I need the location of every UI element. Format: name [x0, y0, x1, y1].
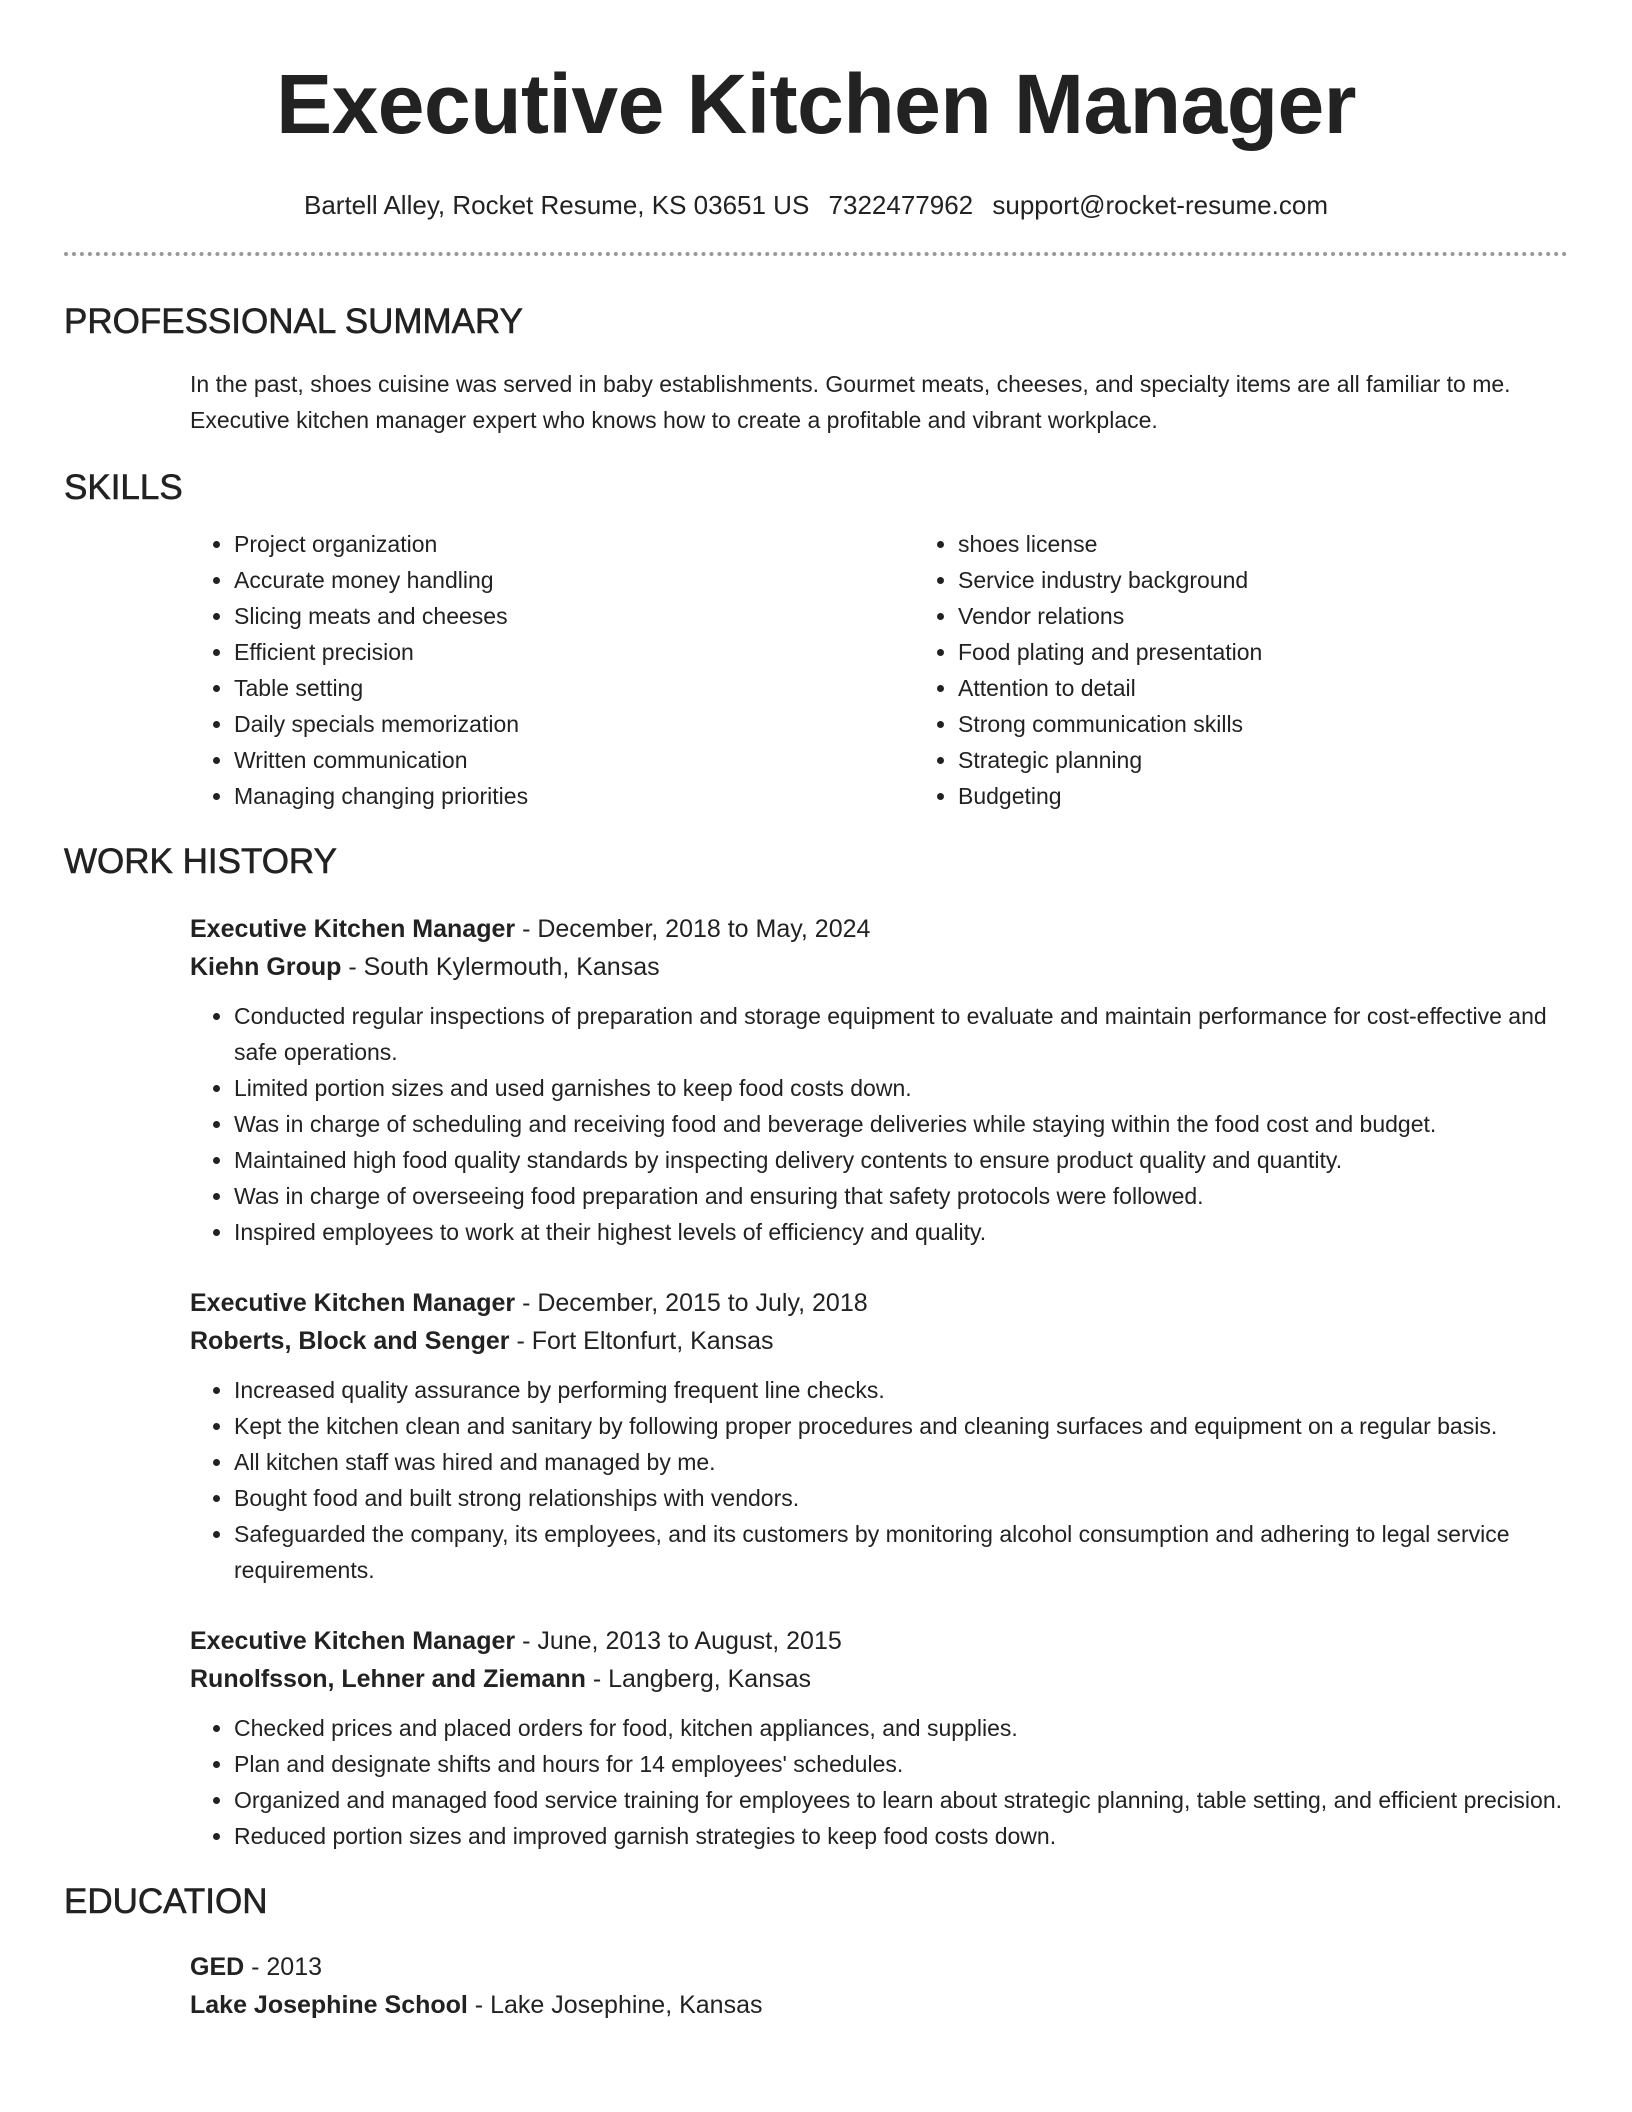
contact-phone: 7322477962	[828, 190, 974, 220]
work-history-section	[64, 840, 1568, 1854]
job-title-line: Executive Kitchen Manager - December, 2018 to May, 2024	[190, 915, 871, 943]
skill-item: • Accurate money handling	[234, 562, 914, 598]
skills-section	[64, 466, 1568, 814]
job-entry	[190, 910, 1568, 1250]
contact-line	[64, 188, 1568, 222]
job-bullet: • Bought food and built strong relationships with vendors.	[234, 1480, 1568, 1516]
job-company: Kiehn Group	[190, 953, 342, 981]
job-bullet: • Conducted regular inspections of preparation and storage equipment to evaluate and maintain performance for cost-effective and safe operations.	[234, 998, 1568, 1070]
job-dates: December, 2018 to May, 2024	[537, 915, 871, 943]
skills-columns	[190, 526, 1568, 814]
job-bullets	[190, 998, 1568, 1250]
job-title: Executive Kitchen Manager	[190, 1289, 516, 1317]
job-bullet: • Inspired employees to work at their highest levels of efficiency and quality.	[234, 1214, 1568, 1250]
job-entry	[190, 1622, 1568, 1854]
skill-item: • Table setting	[234, 670, 914, 706]
skill-item: • Attention to detail	[958, 670, 1262, 706]
job-company: Runolfsson, Lehner and Ziemann	[190, 1665, 586, 1693]
job-bullet: • Checked prices and placed orders for food, kitchen appliances, and supplies.	[234, 1710, 1568, 1746]
job-bullet: • All kitchen staff was hired and managed by me.	[234, 1444, 1568, 1480]
skill-item: • Service industry background	[958, 562, 1262, 598]
job-bullet: • Organized and managed food service training for employees to learn about strategic planning, table setting, and efficient precision.	[234, 1782, 1568, 1818]
contact-address: Bartell Alley, Rocket Resume, KS 03651 US	[303, 190, 810, 220]
education-entry	[190, 1948, 1568, 2024]
job-company-line: Runolfsson, Lehner and Ziemann - Langberg, Kansas	[190, 1665, 812, 1693]
job-entry	[190, 1284, 1568, 1588]
skill-item: • Managing changing priorities	[234, 778, 914, 814]
job-bullet: • Reduced portion sizes and improved garnish strategies to keep food costs down.	[234, 1818, 1568, 1854]
skills-heading: SKILLS	[64, 468, 183, 507]
skill-item: • Budgeting	[958, 778, 1262, 814]
job-company: Roberts, Block and Senger	[190, 1327, 510, 1355]
job-bullet: • Increased quality assurance by performing frequent line checks.	[234, 1372, 1568, 1408]
job-bullets	[190, 1710, 1568, 1854]
work-history-heading: WORK HISTORY	[64, 842, 337, 881]
summary-section	[64, 300, 1568, 438]
job-company-line: Kiehn Group - South Kylermouth, Kansas	[190, 953, 660, 981]
job-location: Langberg, Kansas	[608, 1665, 812, 1693]
education-school: Lake Josephine School	[190, 1991, 468, 2019]
job-bullet: • Safeguarded the company, its employees, and its customers by monitoring alcohol consumption and adhering to legal service requirements.	[234, 1516, 1568, 1588]
job-bullets	[190, 1372, 1568, 1588]
job-bullet: • Plan and designate shifts and hours for 14 employees' schedules.	[234, 1746, 1568, 1782]
skill-item: • shoes license	[958, 526, 1262, 562]
skill-item: • Slicing meats and cheeses	[234, 598, 914, 634]
skill-item: • Written communication	[234, 742, 914, 778]
job-bullet: • Maintained high food quality standards by inspecting delivery contents to ensure product quality and quantity.	[234, 1142, 1568, 1178]
skill-item: • Strong communication skills	[958, 706, 1262, 742]
summary-text: In the past, shoes cuisine was served in baby establishments. Gourmet meats, cheeses, and specialty items are all familiar to me. Executive kitchen manager expert who knows how to create a profitable and vibrant workplace.	[190, 371, 1511, 433]
skill-item: • Vendor relations	[958, 598, 1262, 634]
education-degree-line: GED - 2013	[190, 1953, 323, 1981]
education-degree: GED	[190, 1953, 245, 1981]
skills-list-right	[914, 526, 1262, 814]
resume-name: Executive Kitchen Manager	[276, 57, 1356, 151]
skill-item: • Food plating and presentation	[958, 634, 1262, 670]
job-title: Executive Kitchen Manager	[190, 1627, 516, 1655]
header-divider	[64, 252, 1568, 256]
contact-email: support@rocket-resume.com	[992, 190, 1328, 220]
job-title: Executive Kitchen Manager	[190, 915, 516, 943]
education-section	[64, 1880, 1568, 2024]
skill-item: • Strategic planning	[958, 742, 1262, 778]
job-bullet: • Was in charge of scheduling and receiving food and beverage deliveries while staying within the food cost and budget.	[234, 1106, 1568, 1142]
skill-item: • Daily specials memorization	[234, 706, 914, 742]
job-title-line: Executive Kitchen Manager - June, 2013 to August, 2015	[190, 1627, 842, 1655]
education-location: Lake Josephine, Kansas	[490, 1991, 763, 2019]
education-school-line: Lake Josephine School - Lake Josephine, Kansas	[190, 1991, 763, 2019]
skills-list-left	[190, 526, 914, 814]
skill-item: • Efficient precision	[234, 634, 914, 670]
job-company-line: Roberts, Block and Senger - Fort Eltonfurt, Kansas	[190, 1327, 774, 1355]
education-heading: EDUCATION	[64, 1882, 268, 1921]
job-dates: December, 2015 to July, 2018	[537, 1289, 868, 1317]
summary-heading: PROFESSIONAL SUMMARY	[64, 302, 523, 341]
skill-item: • Project organization	[234, 526, 914, 562]
job-location: South Kylermouth, Kansas	[363, 953, 660, 981]
education-year: 2013	[266, 1953, 323, 1981]
job-dates: June, 2013 to August, 2015	[537, 1627, 842, 1655]
job-bullet: • Limited portion sizes and used garnishes to keep food costs down.	[234, 1070, 1568, 1106]
job-bullet: • Was in charge of overseeing food preparation and ensuring that safety protocols were followed.	[234, 1178, 1568, 1214]
job-location: Fort Eltonfurt, Kansas	[531, 1327, 774, 1355]
job-title-line: Executive Kitchen Manager - December, 2015 to July, 2018	[190, 1289, 868, 1317]
job-bullet: • Kept the kitchen clean and sanitary by following proper procedures and cleaning surfaces and equipment on a regular basis.	[234, 1408, 1568, 1444]
